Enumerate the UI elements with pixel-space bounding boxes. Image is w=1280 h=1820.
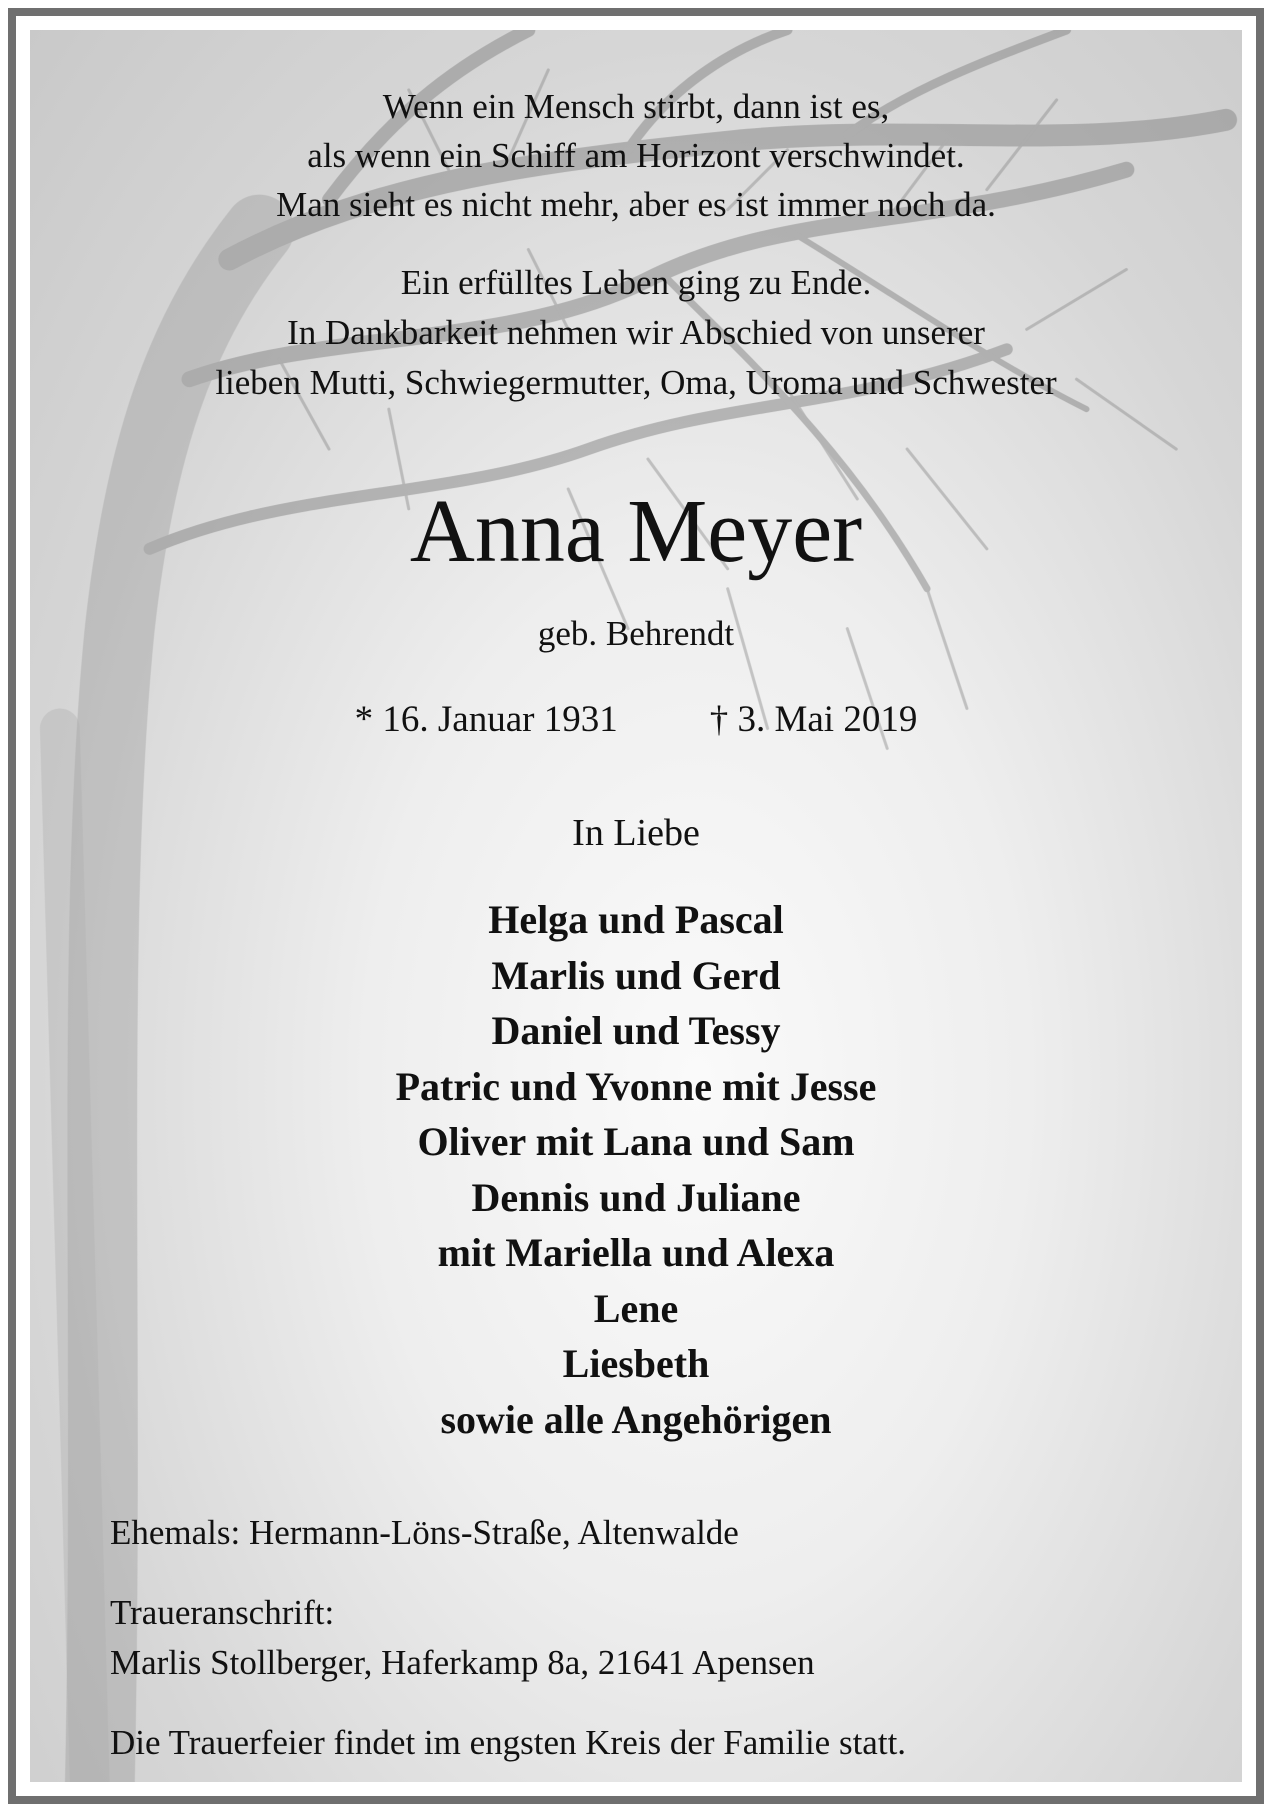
mourner-entry: mit Mariella und Alexa [437,1230,835,1275]
mourner-entry: sowie alle Angehörigen [440,1396,832,1442]
mourner-entry: Marlis und Gerd [491,952,781,998]
in-love-caption: In Liebe [572,812,700,854]
mourner-entry: Dennis und Juliane [471,1174,801,1220]
mourner-entry: Oliver mit Lana und Sam [417,1119,855,1164]
mourner-entry: Helga und Pascal [488,897,784,942]
mourner-entry: Lene [593,1285,679,1331]
life-dates [30,698,1242,742]
mourner-entry: Daniel und Tessy [491,1008,781,1053]
quote-line: als wenn ein Schiff am Horizont verschwindet. [307,136,965,175]
mourner-entry: Liesbeth [562,1341,710,1386]
ceremony-note: Die Trauerfeier findet im engsten Kreis der Familie statt. [110,1723,907,1762]
mourner-entry: Patric und Yvonne mit Jesse [395,1063,877,1109]
former-address: Ehemals: Hermann-Löns-Straße, Altenwalde [110,1513,739,1552]
deceased-name: Anna Meyer [409,482,863,581]
maiden-name: geb. Behrendt [537,614,735,653]
farewell-line: In Dankbarkeit nehmen wir Abschied von unserer [287,313,985,352]
farewell-line: lieben Mutti, Schwiegermutter, Oma, Uroma und Schwester [215,363,1057,402]
quote-line: Wenn ein Mensch stirbt, dann ist es, [382,87,890,126]
farewell-text [30,258,1242,408]
obituary-panel [30,30,1242,1782]
mourning-address-label: Traueranschrift: [110,1593,335,1632]
mourning-address: Marlis Stollberger, Haferkamp 8a, 21641 Apensen [110,1643,815,1682]
opening-quote [30,82,1242,229]
obituary-frame [8,8,1264,1804]
quote-line: Man sieht es nicht mehr, aber es ist immer noch da. [276,185,996,224]
death-date: † 3. Mai 2019 [709,699,918,740]
mourners-list [30,892,1242,1447]
birth-date: * 16. Januar 1931 [354,699,618,740]
farewell-line: Ein erfülltes Leben ging zu Ende. [400,263,872,302]
